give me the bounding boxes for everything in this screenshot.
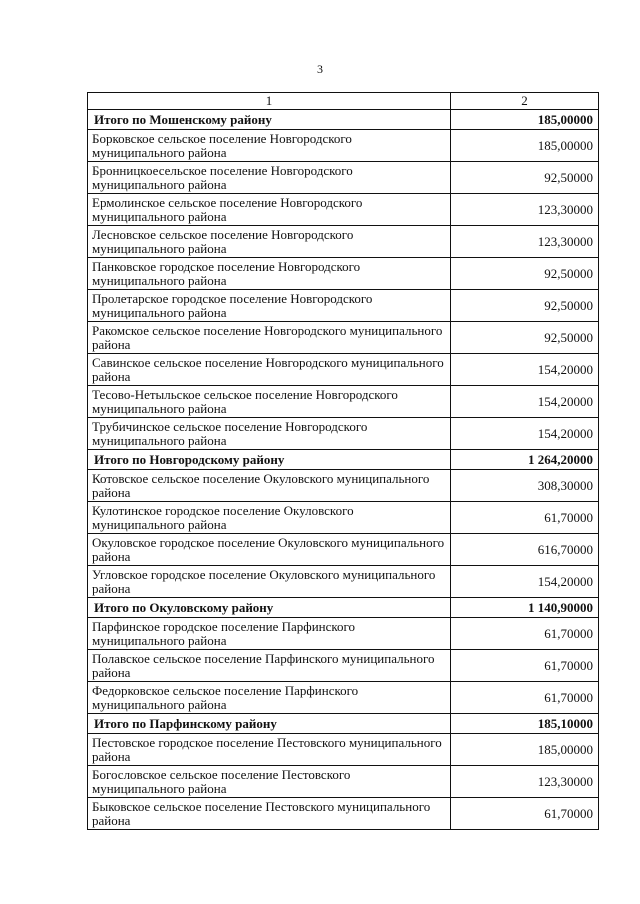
table-row xyxy=(88,226,599,258)
settlement-value: 61,70000 xyxy=(451,650,599,682)
table-row xyxy=(88,534,599,566)
table-row xyxy=(88,354,599,386)
settlement-name: Ракомское сельское поселение Новгородского муниципального района xyxy=(88,322,451,354)
settlement-name: Полавское сельское поселение Парфинского муниципального района xyxy=(88,650,451,682)
settlement-name: Парфинское городское поселение Парфинского муниципального района xyxy=(88,618,451,650)
district-total-row xyxy=(88,714,599,734)
table-row xyxy=(88,566,599,598)
settlement-name: Федорковское сельское поселение Парфинского муниципального района xyxy=(88,682,451,714)
settlement-value: 154,20000 xyxy=(451,418,599,450)
settlement-value: 61,70000 xyxy=(451,798,599,830)
district-total-value: 1 140,90000 xyxy=(451,598,599,618)
settlement-value: 154,20000 xyxy=(451,354,599,386)
table-row xyxy=(88,798,599,830)
table-body xyxy=(88,93,599,830)
column-header-2: 2 xyxy=(451,93,599,110)
column-header-1: 1 xyxy=(88,93,451,110)
table-row xyxy=(88,650,599,682)
settlement-name: Окуловское городское поселение Окуловского муниципального района xyxy=(88,534,451,566)
settlement-value: 92,50000 xyxy=(451,258,599,290)
settlement-name: Савинское сельское поселение Новгородского муниципального района xyxy=(88,354,451,386)
district-total-value: 185,10000 xyxy=(451,714,599,734)
table-row xyxy=(88,502,599,534)
district-total-row xyxy=(88,598,599,618)
district-total-label: Итого по Мошенскому району xyxy=(88,110,451,130)
settlement-name: Лесновское сельское поселение Новгородского муниципального района xyxy=(88,226,451,258)
table-row xyxy=(88,322,599,354)
district-total-value: 185,00000 xyxy=(451,110,599,130)
settlement-name: Панковское городское поселение Новгородского муниципального района xyxy=(88,258,451,290)
settlement-value: 185,00000 xyxy=(451,130,599,162)
settlement-name: Богословское сельское поселение Пестовского муниципального района xyxy=(88,766,451,798)
table-row xyxy=(88,682,599,714)
settlement-name: Трубичинское сельское поселение Новгородского муниципального района xyxy=(88,418,451,450)
settlement-name: Бронницкоесельское поселение Новгородского муниципального района xyxy=(88,162,451,194)
settlement-value: 123,30000 xyxy=(451,766,599,798)
settlement-value: 61,70000 xyxy=(451,502,599,534)
settlement-value: 154,20000 xyxy=(451,386,599,418)
settlement-value: 154,20000 xyxy=(451,566,599,598)
table-row xyxy=(88,386,599,418)
settlement-value: 308,30000 xyxy=(451,470,599,502)
settlement-value: 61,70000 xyxy=(451,682,599,714)
district-total-label: Итого по Парфинскому району xyxy=(88,714,451,734)
district-total-value: 1 264,20000 xyxy=(451,450,599,470)
settlement-value: 123,30000 xyxy=(451,226,599,258)
settlement-name: Пролетарское городское поселение Новгородского муниципального района xyxy=(88,290,451,322)
settlement-name: Кулотинское городское поселение Окуловского муниципального района xyxy=(88,502,451,534)
table-header-row xyxy=(88,93,599,110)
settlement-name: Пестовское городское поселение Пестовского муниципального района xyxy=(88,734,451,766)
table-row xyxy=(88,130,599,162)
settlement-name: Угловское городское поселение Окуловского муниципального района xyxy=(88,566,451,598)
table-row xyxy=(88,618,599,650)
table-row xyxy=(88,418,599,450)
settlement-value: 123,30000 xyxy=(451,194,599,226)
table-row xyxy=(88,470,599,502)
allocation-table xyxy=(87,92,599,830)
table-row xyxy=(88,162,599,194)
table-row xyxy=(88,290,599,322)
settlement-value: 185,00000 xyxy=(451,734,599,766)
settlement-value: 616,70000 xyxy=(451,534,599,566)
settlement-name: Котовское сельское поселение Окуловского муниципального района xyxy=(88,470,451,502)
settlement-name: Борковское сельское поселение Новгородского муниципального района xyxy=(88,130,451,162)
page-number: 3 xyxy=(317,62,323,76)
settlement-value: 92,50000 xyxy=(451,322,599,354)
district-total-row xyxy=(88,110,599,130)
district-total-label: Итого по Новгородскому району xyxy=(88,450,451,470)
table-row xyxy=(88,766,599,798)
table-row xyxy=(88,734,599,766)
settlement-name: Ермолинское сельское поселение Новгородского муниципального района xyxy=(88,194,451,226)
settlement-name: Быковское сельское поселение Пестовского муниципального района xyxy=(88,798,451,830)
settlement-value: 92,50000 xyxy=(451,162,599,194)
table-row xyxy=(88,258,599,290)
district-total-row xyxy=(88,450,599,470)
district-total-label: Итого по Окуловскому району xyxy=(88,598,451,618)
settlement-value: 92,50000 xyxy=(451,290,599,322)
settlement-value: 61,70000 xyxy=(451,618,599,650)
settlement-name: Тесово-Нетыльское сельское поселение Новгородского муниципального района xyxy=(88,386,451,418)
table-row xyxy=(88,194,599,226)
